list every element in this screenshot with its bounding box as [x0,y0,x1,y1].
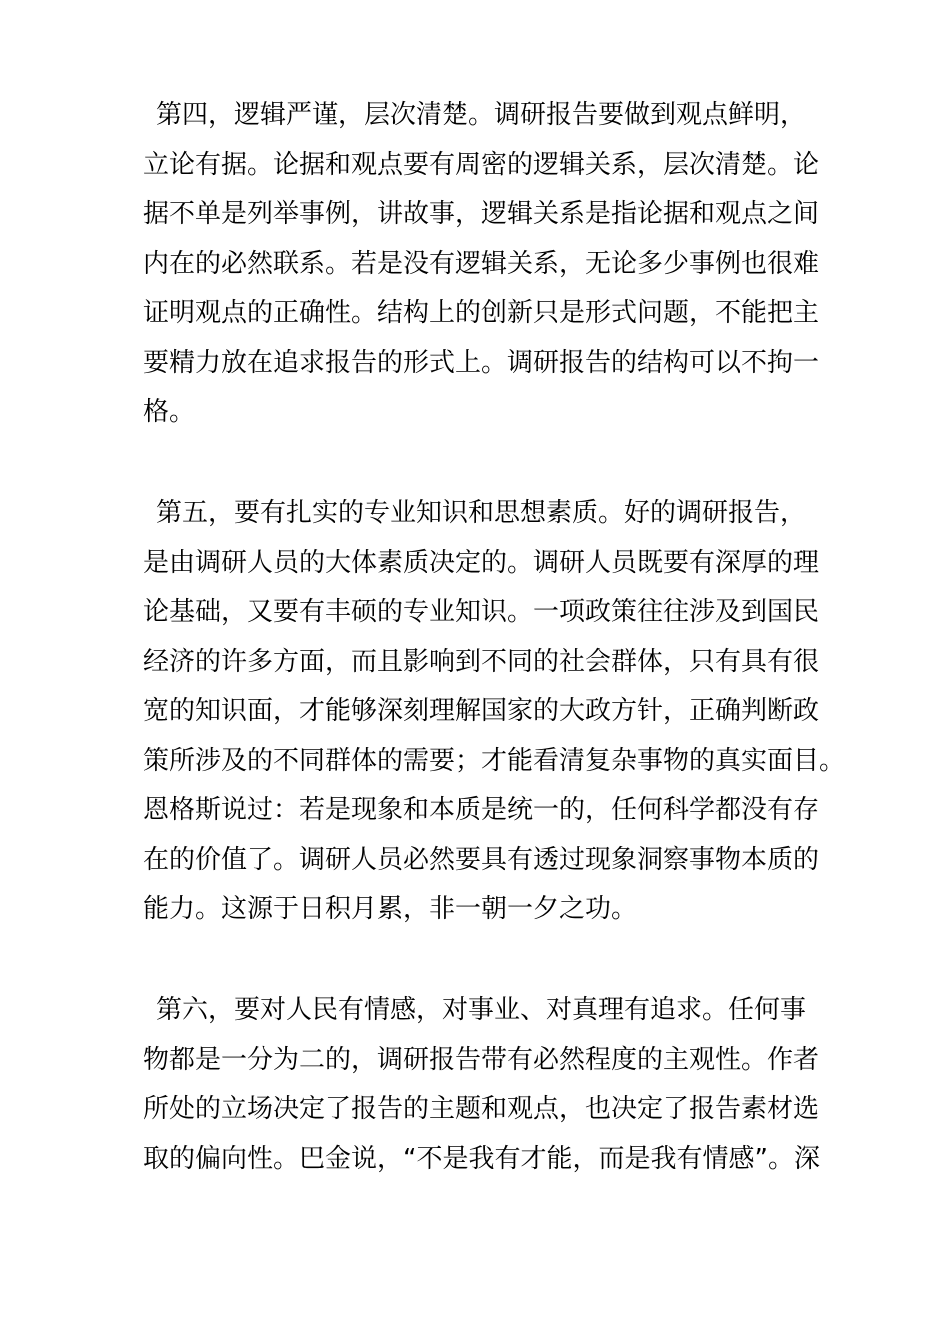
paragraph-fifth [143,489,846,935]
text-line: 宽的知识面，才能够深刻理解国家的大政方针，正确判断政 [143,696,820,726]
paragraph-fourth [143,91,823,438]
text-line: 证明观点的正确性。结构上的创新只是形式问题，不能把主 [143,298,820,328]
text-line: 格。 [143,397,196,427]
text-line: 所处的立场决定了报告的主题和观点，也决定了报告素材选 [143,1094,820,1124]
text-line: 是由调研人员的大体素质决定的。调研人员既要有深厚的理 [143,547,820,578]
text-line: 第五，要有扎实的专业知识和思想素质。好的调研报告， [156,498,807,528]
paragraph-sixth [143,986,823,1184]
text-line: 内在的必然联系。若是没有逻辑关系，无论多少事例也很难 [143,248,820,279]
text-line: 能力。这源于日积月累，非一朝一夕之功。 [143,894,638,924]
text-line: 策所涉及的不同群体的需要；才能看清复杂事物的真实面目。 [143,745,846,776]
text-line: 要精力放在追求报告的形式上。调研报告的结构可以不拘一 [143,347,820,378]
text-line: 在的价值了。调研人员必然要具有透过现象洞察事物本质的 [143,844,820,875]
text-line: 恩格斯说过：若是现象和本质是统一的，任何科学都没有存 [143,795,820,825]
text-line: 第六，要对人民有情感，对事业、对真理有追求。任何事 [156,995,807,1025]
text-line: 物都是一分为二的，调研报告带有必然程度的主观性。作者 [143,1044,820,1075]
text-line: 第四，逻辑严谨，层次清楚。调研报告要做到观点鲜明， [156,100,807,130]
text-line: 论基础，又要有丰硕的专业知识。一项政策往往涉及到国民 [143,597,820,627]
text-line: 立论有据。论据和观点要有周密的逻辑关系，层次清楚。论 [143,149,820,180]
text-line: 经济的许多方面，而且影响到不同的社会群体，只有具有很 [143,646,820,677]
text-line: 取的偏向性。巴金说，“不是我有才能，而是我有情感”。深 [143,1143,820,1174]
text-line: 据不单是列举事例，讲故事，逻辑关系是指论据和观点之间 [143,199,820,229]
